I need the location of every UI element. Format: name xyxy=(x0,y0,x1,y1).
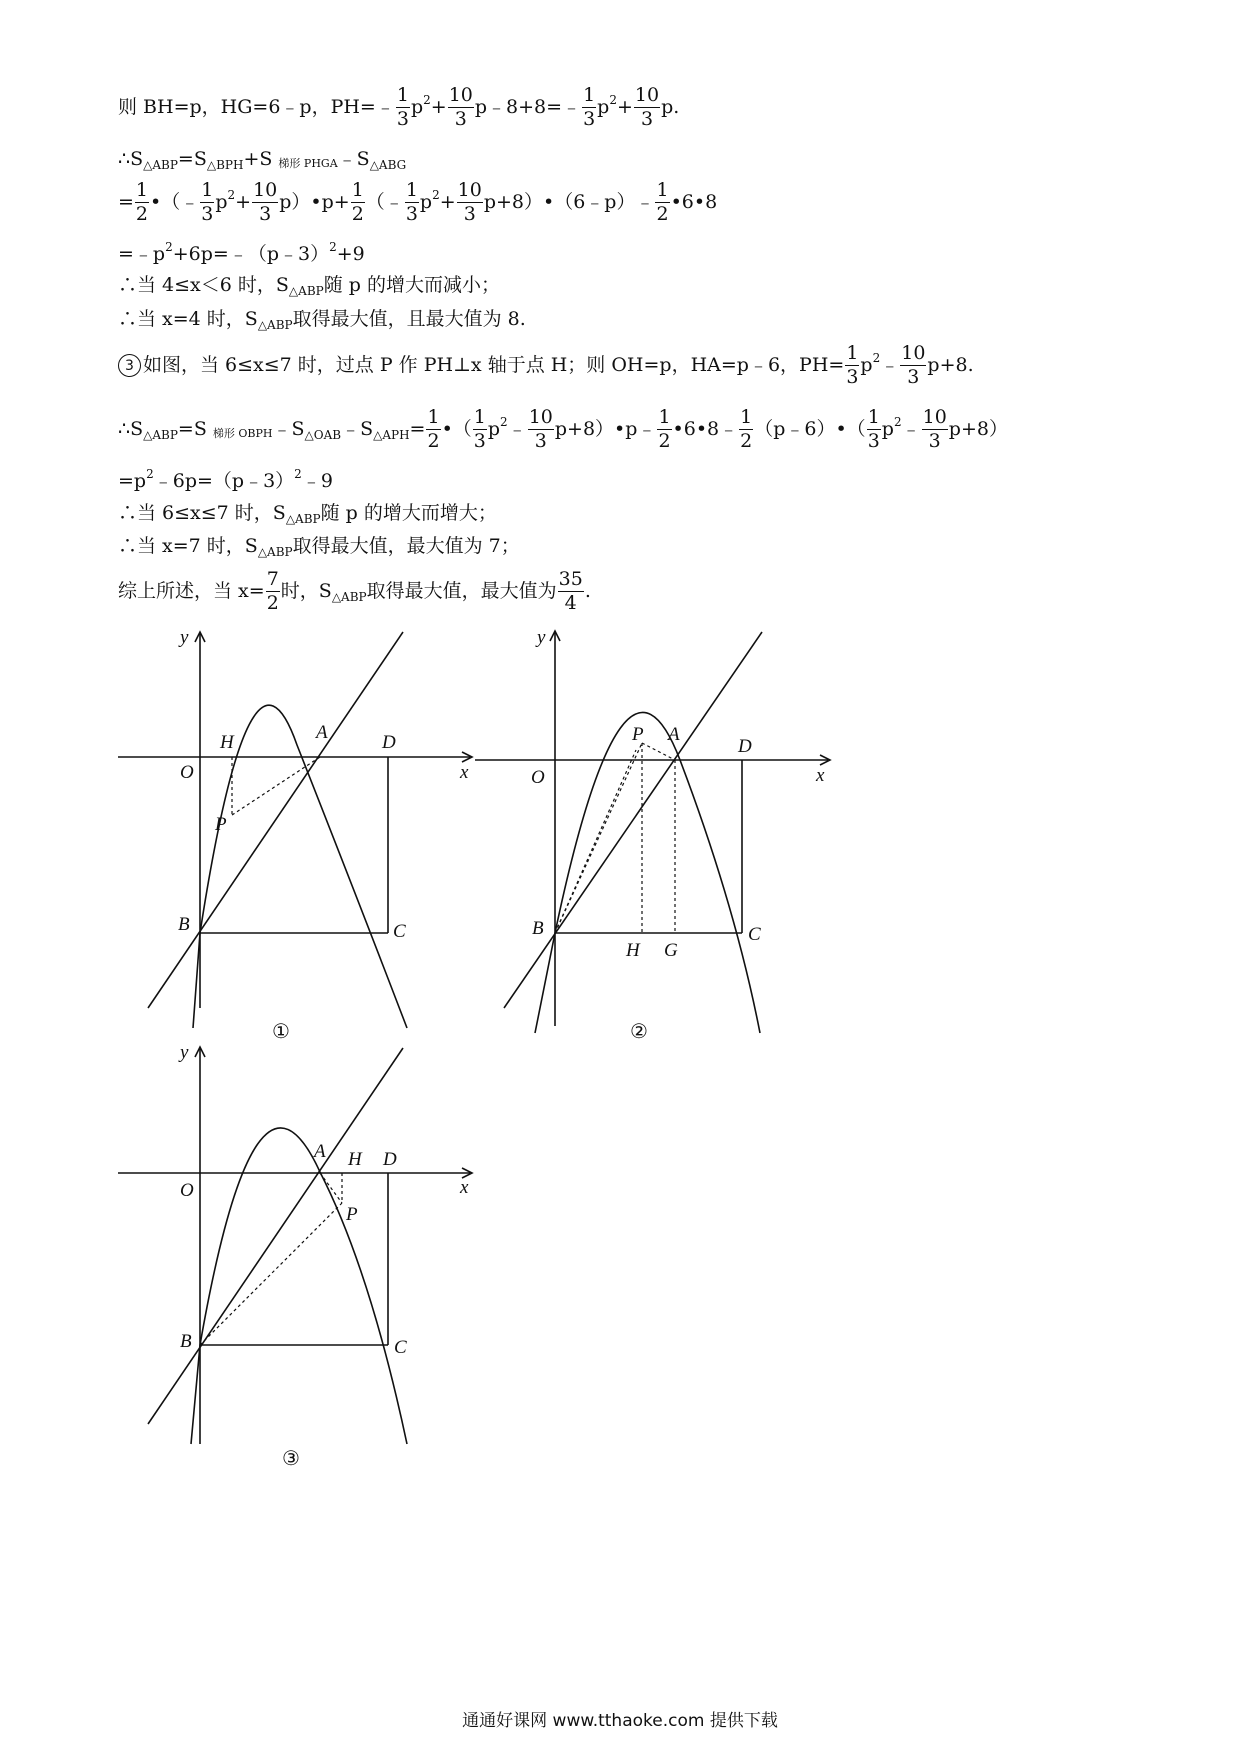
fraction: $\frac{10}{3}$ xyxy=(922,406,947,452)
fraction: $\frac{35}{4}$ xyxy=(558,568,583,614)
fraction: $\frac{1}{2}$ xyxy=(740,406,753,452)
label-p: P xyxy=(346,1204,358,1225)
fraction: $\frac{1}{2}$ xyxy=(427,406,440,452)
fraction: $\frac{10}{3}$ xyxy=(253,179,278,225)
line-5: ∴当 4≤x＜6 时，S △ABP 随 p 的增大而减小； xyxy=(118,274,500,298)
caption-1: ① xyxy=(272,1019,290,1043)
fraction: $\frac{1}{2}$ xyxy=(351,179,364,225)
label-c: C xyxy=(394,1337,407,1358)
label-h: H xyxy=(220,732,234,753)
label-c: C xyxy=(393,921,406,942)
label-y: y xyxy=(537,627,546,648)
footer-source: 通通好课网 www.tthaoke.com 提供下载 xyxy=(462,1711,778,1731)
text: 则 BH=p，HG=6﹣p，PH=﹣ xyxy=(118,96,395,118)
label-a: A xyxy=(316,722,328,743)
fraction: $\frac{1}{3}$ xyxy=(473,406,486,452)
fraction: $\frac{10}{3}$ xyxy=(457,179,482,225)
label-y: y xyxy=(180,1042,189,1063)
line-7: 3 如图，当 6≤x≤7 时，过点 P 作 PH⊥x 轴于点 H；则 OH=p，HA=p﹣6，PH= $\frac{1}{3}$ p 2 ﹣ $\frac{10}{3}$ p+8. xyxy=(118,344,974,387)
label-p: P xyxy=(215,814,227,835)
label-h: H xyxy=(348,1149,362,1170)
fraction: $\frac{10}{3}$ xyxy=(448,84,473,130)
label-g: G xyxy=(664,940,678,961)
fraction: $\frac{1}{2}$ xyxy=(656,179,669,225)
caption-3: ③ xyxy=(282,1446,300,1470)
fraction: $\frac{1}{2}$ xyxy=(135,179,149,225)
line-11: ∴当 x=7 时，S △ABP 取得最大值，最大值为 7； xyxy=(118,535,520,559)
label-x: x xyxy=(460,1177,469,1198)
caption-2: ② xyxy=(630,1019,648,1043)
label-c: C xyxy=(748,924,761,945)
label-o: O xyxy=(531,767,545,788)
line-4: =﹣p 2 +6p=﹣（p﹣3） 2 +9 xyxy=(118,239,365,265)
line-8: ∴S △ABP =S 梯形 OBPH ﹣S △OAB ﹣S △APH = $\frac{1}{2}$ •（ $\frac{1}{3}$ p 2 ﹣ $\frac{10}{3}$ p+8）•p﹣ $\frac{1}{2}$ •6•8﹣ $\frac{1}{2}$ （p﹣6）•（ $\frac{1}{3}$ p 2 ﹣ $\frac{10}{3}$ p+8） xyxy=(118,406,1008,452)
label-p: P xyxy=(632,724,644,745)
label-a: A xyxy=(314,1141,326,1162)
fraction: $\frac{1}{3}$ xyxy=(201,179,214,225)
fraction: $\frac{1}{3}$ xyxy=(405,179,418,225)
label-y: y xyxy=(180,627,189,648)
label-o: O xyxy=(180,762,194,783)
line-1: 则 BH=p，HG=6﹣p，PH=﹣ $\frac{1}{3}$ p 2 + $\frac{10}{3}$ p﹣8+8=﹣ $\frac{1}{3}$ p 2 + $\frac{10}{3}$ p. xyxy=(118,84,680,130)
fraction: $\frac{1}{3}$ xyxy=(396,84,409,130)
line-ab xyxy=(148,1048,403,1424)
fraction: $\frac{10}{3}$ xyxy=(634,84,660,130)
fraction: $\frac{7}{2}$ xyxy=(266,568,279,614)
label-x: x xyxy=(816,765,825,786)
line-3: = $\frac{1}{2}$ •（﹣ $\frac{1}{3}$ p 2 + $\frac{10}{3}$ p）•p+ $\frac{1}{2}$ （﹣ $\frac{1}{3}$ p 2 + $\frac{10}{3}$ p+8）•（6﹣p）﹣ $\frac{1}{2}$ •6•8 xyxy=(118,179,718,225)
label-h: H xyxy=(626,940,640,961)
fraction: $\frac{10}{3}$ xyxy=(528,406,553,452)
label-b: B xyxy=(532,918,544,939)
segment-bp xyxy=(200,1203,342,1345)
line-2: ∴S △ABP =S △BPH +S 梯形 PHGA ﹣S △ABG xyxy=(118,148,407,172)
label-b: B xyxy=(180,1331,192,1352)
line-9: =p 2 ﹣6p=（p﹣3） 2 ﹣9 xyxy=(118,466,333,492)
label-d: D xyxy=(382,732,396,753)
fraction: $\frac{1}{3}$ xyxy=(867,406,880,452)
label-b: B xyxy=(178,914,190,935)
fraction: $\frac{1}{2}$ xyxy=(658,406,671,452)
line-6: ∴当 x=4 时，S △ABP 取得最大值，且最大值为 8. xyxy=(118,308,526,332)
label-o: O xyxy=(180,1180,194,1201)
label-a: A xyxy=(668,724,680,745)
fraction: $\frac{10}{3}$ xyxy=(901,342,926,388)
label-d: D xyxy=(738,736,752,757)
fraction: $\frac{1}{3}$ xyxy=(846,342,859,388)
circled-three-icon: 3 xyxy=(118,354,141,377)
line-12: 综上所述，当 x= $\frac{7}{2}$ 时，S △ABP 取得最大值，最大值为 $\frac{35}{4}$ . xyxy=(118,568,591,614)
parabola xyxy=(191,1128,407,1444)
label-x: x xyxy=(460,762,469,783)
fraction: $\frac{1}{3}$ xyxy=(583,84,596,130)
label-d: D xyxy=(383,1149,397,1170)
line-10: ∴当 6≤x≤7 时，S △ABP 随 p 的增大而增大； xyxy=(118,502,497,526)
